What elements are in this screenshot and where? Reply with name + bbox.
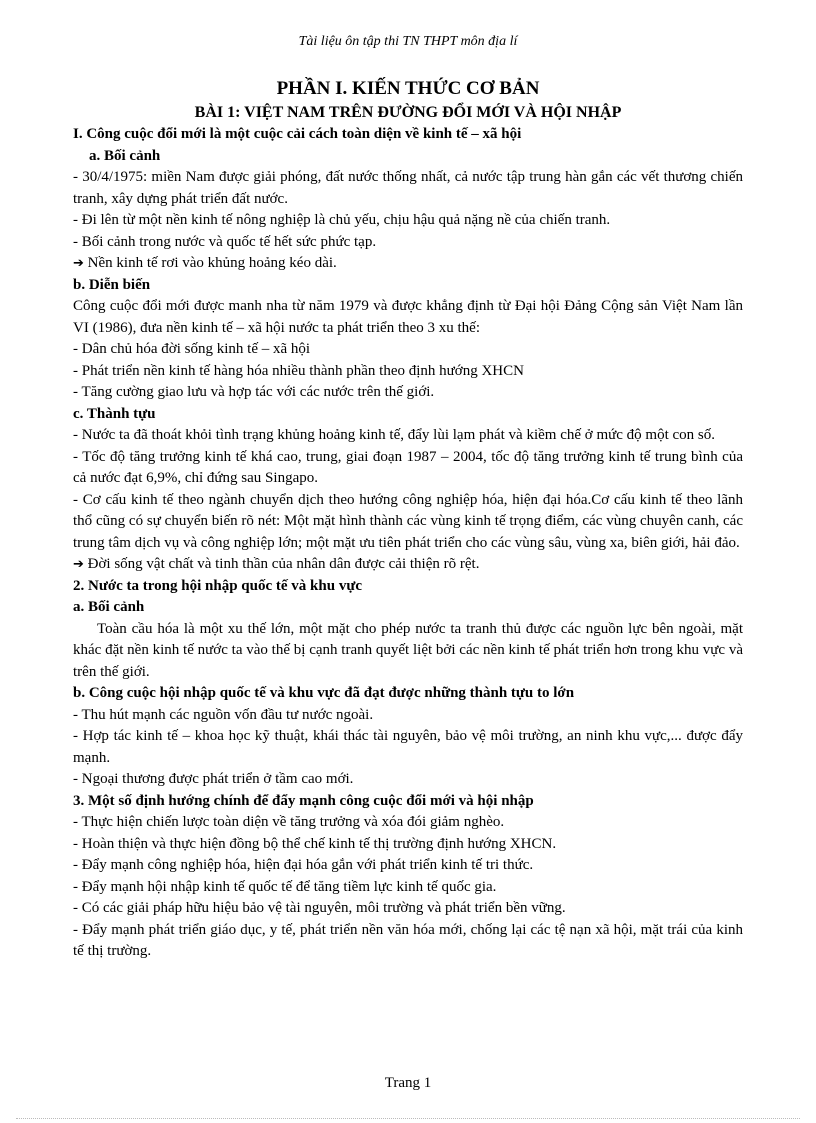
list-item: - Thực hiện chiến lược toàn diện về tăng trưởng và xóa đói giảm nghèo. (73, 814, 505, 830)
section-1-heading: I. Công cuộc đổi mới là một cuộc cải cách toàn diện về kinh tế – xã hội (73, 126, 522, 142)
part-title: PHẦN I. KIẾN THỨC CƠ BẢN (276, 78, 540, 99)
list-item: - Dân chủ hóa đời sống kinh tế – xã hội (73, 341, 311, 357)
list-item: - Đẩy mạnh hội nhập kinh tế quốc tế để tăng tiềm lực kinh tế quốc gia. (73, 878, 497, 895)
lesson-title: BÀI 1: VIỆT NAM TRÊN ĐƯỜNG ĐỔI MỚI VÀ HỘI NHẬP (194, 104, 622, 121)
arrow-right-icon: ➔ (73, 256, 84, 271)
conclusion-line (73, 253, 743, 275)
list-item: - Cơ cấu kinh tế theo ngành chuyển dịch theo hướng công nghiệp hóa, hiện đại hóa.Cơ cấu kinh tế theo lãnh thổ cũng có sự chuyển biến rõ nét: Một mặt hình thành các vùng kinh tế trọng điểm, các vùng chuyên canh, các trung tâm dịch vụ và công nghiệp lớn; một mặt ưu tiên phát triển cho các vùng sâu, vùng xa, biên giới, hải đảo. (73, 491, 743, 551)
arrow-right-icon: ➔ (73, 557, 84, 572)
page-number: Trang 1 (384, 1075, 432, 1091)
section-2a-heading: a. Bối cảnh (73, 599, 145, 615)
conclusion-line (73, 554, 743, 576)
list-item: - Ngoại thương được phát triển ở tầm cao mới. (73, 771, 354, 787)
paragraph: Công cuộc đổi mới được manh nha từ năm 1979 và được khẳng định từ Đại hội Đảng Cộng sản Việt Nam lần VI (1986), đưa nền kinh tế – xã hội nước ta phát triển theo 3 xu thế: (73, 298, 743, 336)
section-2b-heading: b. Công cuộc hội nhập quốc tế và khu vực đã đạt được những thành tựu to lớn (73, 685, 575, 701)
list-item: - Hoàn thiện và thực hiện đồng bộ thể chế kinh tế thị trường định hướng XHCN. (73, 835, 557, 852)
list-item: - Đẩy mạnh công nghiệp hóa, hiện đại hóa gắn với phát triển kinh tế tri thức. (73, 857, 534, 873)
section-1c-heading: c. Thành tựu (73, 405, 156, 422)
section-2-heading: 2. Nước ta trong hội nhập quốc tế và khu vực (73, 577, 362, 594)
list-item: - Đẩy mạnh phát triển giáo dục, y tế, phát triển nền văn hóa mới, chống lại các tệ nạn xã hội, mặt trái của kinh tế thị trường. (73, 921, 743, 959)
conclusion-text: Đời sống vật chất và tinh thần của nhân dân được cải thiện rõ rệt. (87, 556, 480, 572)
page-header: Tài liệu ôn tập thi TN THPT môn địa lí (298, 34, 518, 49)
list-item: - Thu hút mạnh các nguồn vốn đầu tư nước ngoài. (73, 706, 374, 723)
list-item: - 30/4/1975: miền Nam được giải phóng, đất nước thống nhất, cả nước tập trung hàn gắn các vết thương chiến tranh, xây dựng phát triển đất nước. (73, 169, 743, 207)
list-item: - Bối cảnh trong nước và quốc tế hết sức phức tạp. (73, 233, 377, 250)
document-body (73, 76, 743, 963)
list-item: - Phát triển nền kinh tế hàng hóa nhiều thành phần theo định hướng XHCN (73, 362, 524, 379)
list-item: - Tốc độ tăng trưởng kinh tế khá cao, trung, giai đoạn 1987 – 2004, tốc độ tăng trưởng kinh tế trung bình của cả nước đạt 6,9%, chỉ đứng sau Singapo. (73, 448, 743, 486)
list-item: - Hợp tác kinh tế – khoa học kỹ thuật, khái thác tài nguyên, bảo vệ môi trường, an ninh khu vực,... được đẩy mạnh. (73, 728, 743, 766)
list-item: - Tăng cường giao lưu và hợp tác với các nước trên thế giới. (73, 384, 435, 400)
list-item: - Đi lên từ một nền kinh tế nông nghiệp là chủ yếu, chịu hậu quả nặng nề của chiến tranh. (73, 212, 611, 228)
paragraph: Toàn cầu hóa là một xu thế lớn, một mặt cho phép nước ta tranh thủ được các nguồn lực bên ngoài, mặt khác đặt nền kinh tế nước ta vào thế bị cạnh tranh quyết liệt bởi các nền kinh tế phát triển hơn trong khu vực và trên thế giới. (73, 620, 743, 680)
conclusion-text: Nền kinh tế rơi vào khủng hoảng kéo dài. (87, 255, 337, 271)
footer-divider (16, 1118, 800, 1119)
section-1b-heading: b. Diễn biến (73, 276, 151, 293)
list-item: - Nước ta đã thoát khỏi tình trạng khủng hoảng kinh tế, đẩy lùi lạm phát và kiềm chế ở mức độ một con số. (73, 427, 715, 443)
section-1a-heading: a. Bối cảnh (89, 147, 161, 164)
list-item: - Có các giải pháp hữu hiệu bảo vệ tài nguyên, môi trường và phát triển bền vững. (73, 900, 566, 916)
section-3-heading: 3. Một số định hướng chính để đẩy mạnh công cuộc đổi mới và hội nhập (73, 792, 534, 809)
